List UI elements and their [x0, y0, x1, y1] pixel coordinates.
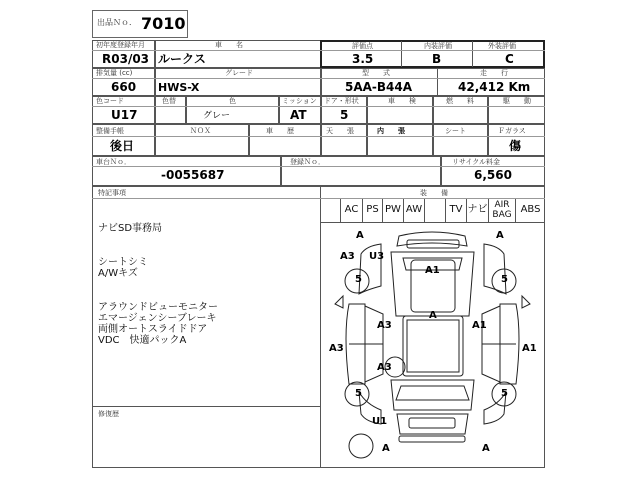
equipment-ac: AC	[344, 204, 359, 215]
row2-label-line	[92, 78, 545, 79]
damage-mark: A	[382, 443, 390, 454]
ceiling-label: 天 張	[326, 127, 354, 135]
registration-label: 登録Ｎｏ．	[290, 158, 325, 166]
color-value: グレー	[203, 111, 231, 121]
equipment-pw: PW	[385, 204, 401, 215]
repair-divider	[92, 406, 321, 407]
fuel-label: 燃 料	[446, 97, 474, 105]
note-line: VDC 快適パックA	[98, 335, 187, 346]
chassis-label: 車台Ｎｏ．	[96, 158, 131, 166]
equipment-ps: PS	[366, 204, 379, 215]
fglass-value: 傷	[509, 139, 522, 153]
lot-label: 出品Ｎｏ．	[97, 18, 137, 27]
equipment-aw: AW	[405, 204, 423, 215]
row1-label-line	[92, 50, 545, 51]
score-value: 3.5	[352, 52, 374, 66]
damage-mark: U3	[369, 251, 385, 262]
maintenance-value: 後日	[110, 139, 135, 153]
repair-history-label: 修復歴	[98, 410, 119, 418]
grade-label: グレード	[225, 69, 253, 77]
damage-mark: A3	[377, 320, 392, 331]
lot-number: 7010	[141, 14, 186, 33]
damage-mark: 5	[501, 388, 508, 399]
grade-value: HWS-X	[158, 81, 200, 94]
chassis-value: -0055687	[161, 168, 225, 182]
equipment-airbag: AIR BAG	[492, 200, 512, 220]
exterior-label: 外装評価	[488, 42, 516, 50]
damage-mark: A3	[340, 251, 355, 262]
damage-mark: A1	[425, 265, 440, 276]
color-change-label: 色替	[162, 97, 176, 105]
equipment-tv: TV	[449, 204, 463, 215]
car-name-label: 車 名	[215, 41, 243, 49]
row3-label-line	[92, 106, 545, 107]
damage-mark: A	[356, 230, 364, 241]
damage-mark: A	[496, 230, 504, 241]
equipment-label: 装 備	[420, 189, 448, 197]
damage-mark: A1	[472, 320, 487, 331]
transmission-value: AT	[290, 108, 307, 122]
note-line: シートシミ	[98, 257, 148, 268]
equipment-navi: ナビ	[467, 204, 488, 215]
damage-mark: 5	[501, 274, 508, 285]
maintenance-label: 整備手帳	[96, 127, 124, 135]
damage-mark: A	[482, 443, 490, 454]
equipment-divider	[424, 199, 425, 223]
damage-mark: A	[429, 310, 437, 321]
note-line: A/Wキズ	[98, 268, 138, 279]
interior-label: 内装評価	[424, 42, 452, 50]
mileage-value: 42,412 Km	[458, 80, 531, 94]
recycle-label: リサイクル料金	[452, 158, 501, 166]
first-reg-value: R03/03	[102, 52, 150, 66]
mileage-label: 走 行	[480, 69, 508, 77]
notes-label: 特記事項	[98, 189, 126, 197]
door-label: ドア・形状	[324, 97, 359, 105]
damage-mark: A1	[522, 343, 537, 354]
color-code-label: 色コード	[96, 97, 124, 105]
model-code-label: 型 式	[362, 69, 390, 77]
model-code-value: 5AA-B44A	[345, 80, 413, 94]
recycle-value: 6,560	[474, 168, 512, 182]
damage-mark: 5	[355, 274, 362, 285]
damage-mark: A3	[329, 343, 344, 354]
color-code-value: U17	[111, 108, 138, 122]
row5-label-line	[92, 166, 545, 167]
nox-label: ＮＯＸ	[190, 127, 211, 135]
transmission-label: ミッション	[282, 97, 317, 105]
note-line: エマージェンシーブレーキ	[98, 313, 217, 324]
damage-mark: A3	[377, 362, 392, 373]
note-line: アラウンドビューモニター	[98, 302, 218, 313]
seat-label: シート	[445, 127, 466, 135]
color-label: 色	[229, 97, 236, 105]
interior-value: B	[432, 52, 442, 66]
first-reg-label: 初年度登録年月	[96, 41, 145, 49]
doors-value: 5	[340, 108, 349, 122]
note-line: 両側オートスライドドア	[98, 324, 208, 335]
inner-lining-label: 内 張	[377, 127, 405, 135]
drive-label: 駆 動	[503, 97, 531, 105]
displacement-value: 660	[111, 80, 137, 94]
equipment-abs: ABS	[520, 204, 541, 215]
fglass-label: Ｆガラス	[498, 127, 526, 135]
row4-label-line	[92, 136, 545, 137]
note-line: ナビSD事務局	[98, 223, 163, 234]
exterior-value: C	[505, 52, 514, 66]
car-name-value: ルークス	[158, 52, 206, 66]
history-label: 車 歴	[266, 127, 294, 135]
damage-mark: 5	[355, 388, 362, 399]
displacement-label: 排気量 (cc)	[96, 69, 133, 77]
inspection-label: 車 検	[388, 97, 416, 105]
score-label: 評価点	[352, 42, 373, 50]
damage-mark: U1	[372, 416, 388, 427]
